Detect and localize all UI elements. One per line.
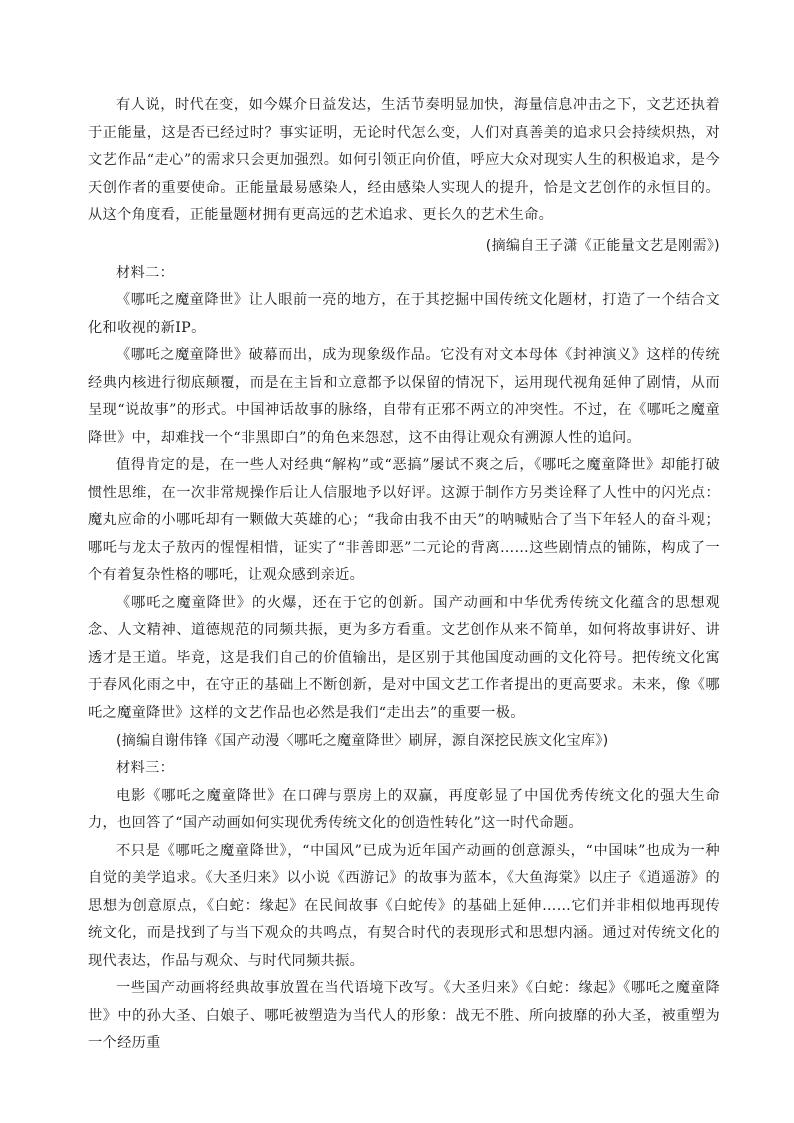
- paragraph-material-three-2: 不只是《哪吒之魔童降世》，“中国风”已成为近年国产动画的创意源头，“中国味”也成为一种自觉的美学追求。《大圣归来》以小说《西游记》的故事为蓝本，《大鱼海棠》以庄子《逍遥游》的思想为创意原点，《白蛇：缘起》在民间故事《白蛇传》的基础上延伸……它们并非相似地再现传统文化，而是找到了与当下观众的共鸣点，有契合时代的表现形式和思想内涵。通过对传统文化的现代表达，作品与观众、与时代同频共振。: [88, 842, 720, 969]
- paragraph-material-two-4: 《哪吒之魔童降世》的火爆，还在于它的创新。国产动画和中华优秀传统文化蕴含的思想观念、人文精神、道德规范的同频共振，更为多方看重。文艺创作从来不简单，如何将故事讲好、讲透才是王道。毕竟，这是我们自己的价值输出，是区别于其他国度动画的文化符号。把传统文化寓于春风化雨之中，在守正的基础上不断创新，是对中国文艺工作者提出的更高要求。未来，像《哪吒之魔童降世》这样的文艺作品也必然是我们“走出去”的重要一极。: [88, 594, 720, 721]
- citation-material-one: (摘编自王子潇《正能量文艺是刚需》): [485, 237, 720, 254]
- paragraph-material-three-1: 电影《哪吒之魔童降世》在口碑与票房上的双赢，再度彰显了中国优秀传统文化的强大生命力，也回答了“国产动画如何实现优秀传统文化的创造性转化”这一时代命题。: [88, 787, 720, 831]
- paragraph-material-two-1: 《哪吒之魔童降世》让人眼前一亮的地方，在于其挖掘中国传统文化题材，打造了一个结合文化和收视的新IP。: [88, 292, 720, 336]
- paragraph-material-two-3: 值得肯定的是，在一些人对经典“解构”或“恶搞”屡试不爽之后，《哪吒之魔童降世》却能打破惯性思维，在一次非常规操作后让人信服地予以好评。这源于制作方另类诠释了人性中的闪光点：魔丸应命的小哪吒却有一颗做大英雄的心；“我命由我不由天”的呐喊贴合了当下年轻人的奋斗观；哪吒与龙太子敖丙的惺惺相惜，证实了“非善即恶”二元论的背离……这些剧情点的铺陈，构成了一个有着复杂性格的哪吒，让观众感到亲近。: [88, 457, 720, 583]
- paragraph-material-two-2: 《哪吒之魔童降世》破幕而出，成为现象级作品。它没有对文本母体《封神演义》这样的传统经典内核进行彻底颠覆，而是在主旨和立意都予以保留的情况下，运用现代视角延伸了剧情，从而呈现“说故事”的形式。中国神话故事的脉络，自带有正邪不两立的冲突性。不过，在《哪吒之魔童降世》中，却难找一个“非黑即白”的角色来怨怼，这不由得让观众有溯源人性的追问。: [88, 347, 720, 446]
- section-label-material-two: 材料二：: [116, 264, 175, 281]
- document-body: [88, 92, 720, 1058]
- paragraph-material-three-3: 一些国产动画将经典故事放置在当代语境下改写。《大圣归来》《白蛇：缘起》《哪吒之魔童降世》中的孙大圣、白娘子、哪吒被塑造为当代人的形象：战无不胜、所向披靡的孙大圣，被重塑为一个经历重: [88, 980, 720, 1051]
- citation-material-two: (摘编自谢伟锋《国产动漫〈哪吒之魔童降世〉刷屏，源自深挖民族文化宝库》): [116, 733, 609, 749]
- paragraph-material-one-conclusion: 有人说，时代在变，如今媒介日益发达，生活节奏明显加快，海量信息冲击之下，文艺还执着于正能量，这是否已经过时？事实证明，无论时代怎么变，人们对真善美的追求只会持续炽热，对文艺作品“走心”的需求只会更加强烈。如何引领正向价值，呼应大众对现实人生的积极追求，是今天创作者的重要使命。正能量最易感染人，经由感染人实现人的提升，恰是文艺创作的永恒目的。从这个角度看，正能量题材拥有更高远的艺术追求、更长久的艺术生命。: [88, 97, 720, 223]
- section-label-material-three: 材料三：: [116, 760, 175, 776]
